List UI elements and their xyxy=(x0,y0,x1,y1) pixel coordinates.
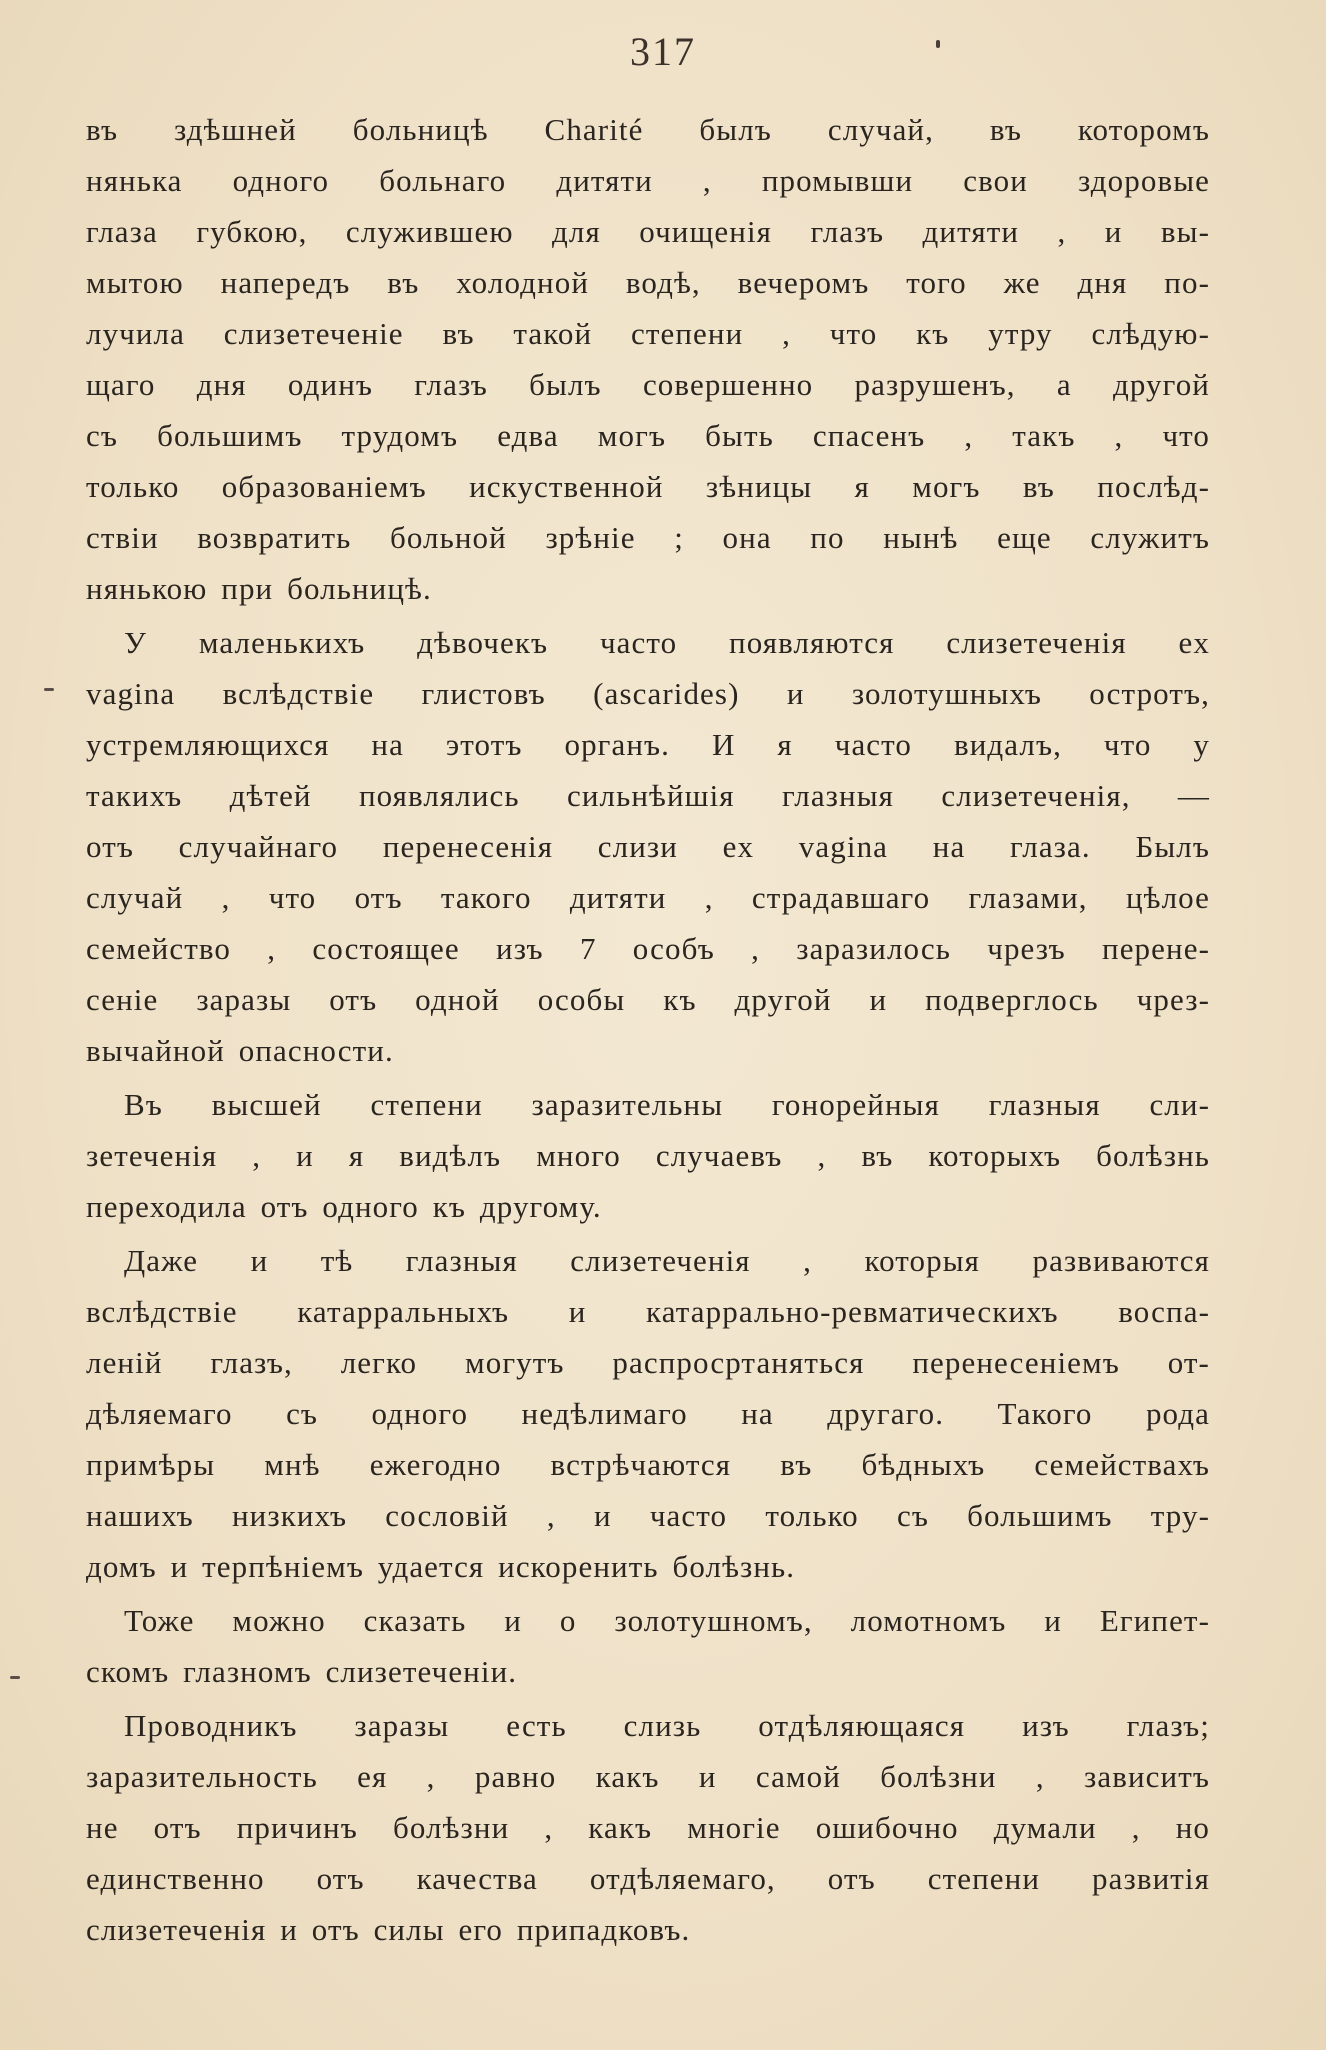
text-line: щаго дня одинъ глазъ былъ совершенно разрушенъ, а другой xyxy=(86,367,1210,402)
text-line: мытою напередъ въ холодной водѣ, вечеромъ того же дня по- xyxy=(86,265,1210,300)
text-line: У маленькихъ дѣвочекъ часто появляются слизетеченія ex xyxy=(124,625,1210,660)
paragraph xyxy=(86,1235,1210,1592)
text-line: Проводникъ заразы есть слизь отдѣляющаяся изъ глазъ; xyxy=(124,1708,1210,1743)
page-number: 317 xyxy=(630,29,696,74)
text-line: случай , что отъ такого дитяти , страдавшаго глазами, цѣлое xyxy=(86,880,1210,915)
text-line: вслѣдствіе катарральныхъ и катаррально-ревматическихъ воспа- xyxy=(86,1294,1210,1329)
text-line: Даже и тѣ глазныя слизетеченія , которыя развиваются xyxy=(124,1243,1210,1278)
paragraph xyxy=(86,1079,1210,1232)
text-line: такихъ дѣтей появлялись сильнѣйшія глазныя слизетеченія, — xyxy=(86,778,1210,813)
text-line: не отъ причинъ болѣзни , какъ многіе ошибочно думали , но xyxy=(86,1810,1210,1845)
text-line: въ здѣшней больницѣ Charité былъ случай, въ которомъ xyxy=(86,112,1210,147)
paragraph xyxy=(86,1700,1210,1955)
text-line: дѣляемаго съ одного недѣлимаго на другаго. Такого рода xyxy=(86,1396,1210,1431)
paragraph xyxy=(86,617,1210,1076)
paragraph xyxy=(86,104,1210,614)
paragraph xyxy=(86,1595,1210,1697)
text-line: съ большимъ трудомъ едва могъ быть спасенъ , такъ , что xyxy=(86,418,1210,453)
text-line: только образованіемъ искуственной зѣницы я могъ въ послѣд- xyxy=(86,469,1210,504)
text-line: вычайной опасности. xyxy=(86,1033,394,1068)
text-line: единственно отъ качества отдѣляемаго, отъ степени развитія xyxy=(86,1861,1210,1896)
text-line: примѣры мнѣ ежегодно встрѣчаются въ бѣдныхъ семействахъ xyxy=(86,1447,1210,1482)
text-line: зетеченія , и я видѣлъ много случаевъ , въ которыхъ болѣзнь xyxy=(86,1138,1210,1173)
text-line: семейство , состоящее изъ 7 особъ , заразилось чрезъ перене- xyxy=(86,931,1210,966)
ink-speck xyxy=(936,40,940,48)
text-line: Тоже можно сказать и о золотушномъ, ломотномъ и Египет- xyxy=(124,1603,1210,1638)
text-line: Въ высшей степени заразительны гонорейныя глазныя сли- xyxy=(124,1087,1210,1122)
text-line: отъ случайнаго перенесенія слизи ex vagina на глаза. Былъ xyxy=(86,829,1210,864)
text-line: vagina вслѣдствіе глистовъ (ascarides) и золотушныхъ остротъ, xyxy=(86,676,1210,711)
text-line: сеніе заразы отъ одной особы къ другой и подверглось чрез- xyxy=(86,982,1210,1017)
body-text xyxy=(86,104,1210,1958)
text-line: слизетеченія и отъ силы его припадковъ. xyxy=(86,1912,691,1947)
text-line: леній глазъ, легко могутъ распросртаняться перенесеніемъ от- xyxy=(86,1345,1210,1380)
text-line: ствіи возвратить больной зрѣніе ; она по нынѣ еще служитъ xyxy=(86,520,1210,555)
text-line: нянька одного больнаго дитяти , промывши свои здоровые xyxy=(86,163,1210,198)
text-line: нашихъ низкихъ сословій , и часто только съ большимъ тру- xyxy=(86,1498,1210,1533)
text-line: переходила отъ одного къ другому. xyxy=(86,1189,602,1224)
text-line: заразительность ея , равно какъ и самой болѣзни , зависитъ xyxy=(86,1759,1210,1794)
text-line: лучила слизетеченіе въ такой степени , что къ утру слѣдую- xyxy=(86,316,1210,351)
text-line: домъ и терпѣніемъ удается искоренить болѣзнь. xyxy=(86,1549,796,1584)
text-line: нянькою при больницѣ. xyxy=(86,571,432,606)
text-line: глаза губкою, служившею для очищенія глазъ дитяти , и вы- xyxy=(86,214,1210,249)
text-line: скомъ глазномъ слизетеченіи. xyxy=(86,1654,518,1689)
text-line: устремляющихся на этотъ органъ. И я часто видалъ, что у xyxy=(86,727,1210,762)
margin-mark xyxy=(10,1676,20,1679)
margin-mark xyxy=(44,688,54,691)
